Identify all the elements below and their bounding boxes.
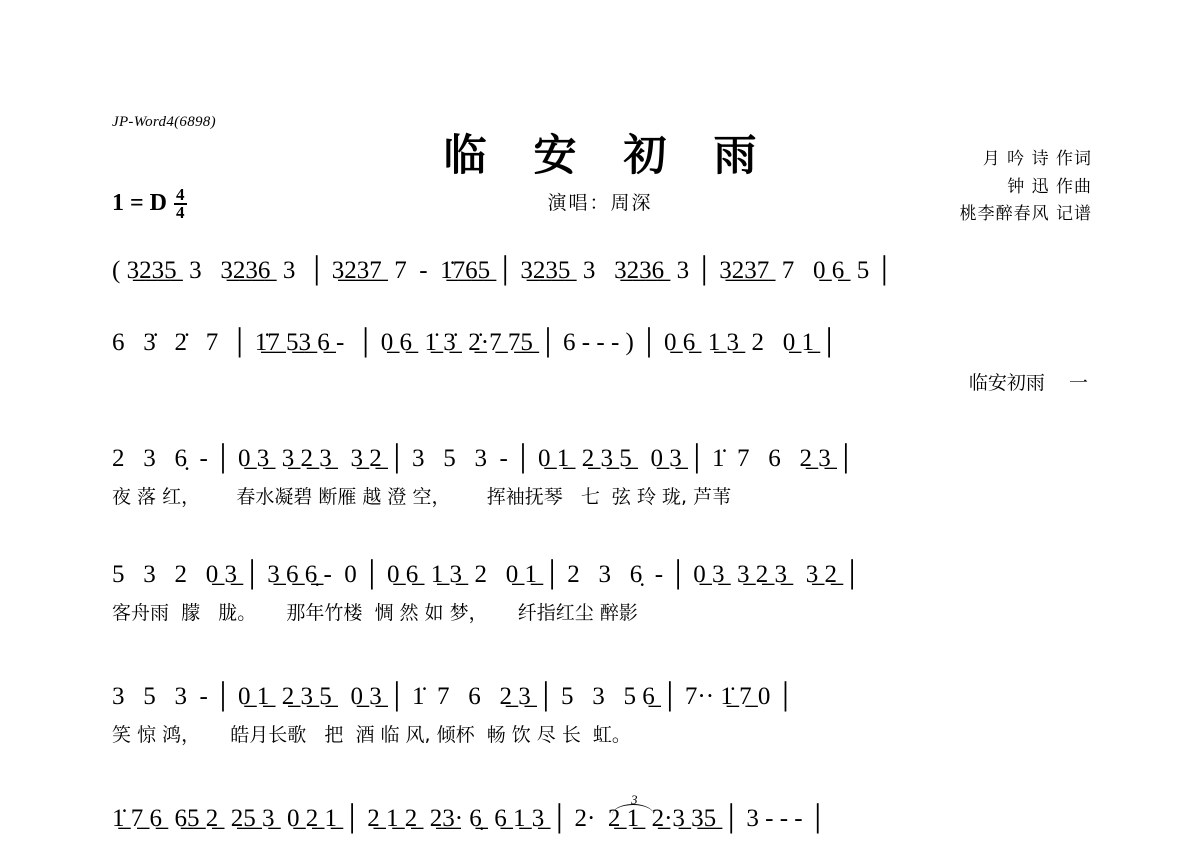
score-row (0, 446, 1200, 509)
notation-line: 5 3 2 0̲ 3̲ │ 3̲ 6̲ 6̣̲ - 0 │ 0̲ 6̲ 1̲ 3̲ 2 0̲ 1̲ │ 2 3 6̣ - │ 0̲ 3̲ 3̲ 2̲ 3̲ 3̲ 2̲ │ (112, 561, 861, 588)
time-signature-numerator: 4 (176, 185, 185, 204)
notation-line: 6 3̇ 2̇ 7 │ 1̲̇7̲ 5̲3̲ 6̲ - │ 0̲ 6̲ 1̲̇ 3̲̇ 2̲̇·7̲ 7̲5̲ │ 6 - - - ) │ 0̲ 6̲ 1̲ 3̲ 2 0̲ 1̲ │ (112, 329, 839, 356)
key-signature (112, 185, 187, 223)
lyrics-line: 夜 落 红， 春水凝碧 断雁 越 澄 空， 挥袖抚琴 七 弦 玲 珑, 芦苇 (112, 486, 732, 509)
notation-line: ( 3̲2̲3̲5̲ 3 3̲2̲3̲6̲ 3 │ 3̲2̲3̲7̲ 7 - 1̲̇7̲6̲5̲ │ 3̲2̲3̲5̲ 3 3̲2̲3̲6̲ 3 │ 3̲2̲3̲7̲ 7 0̲ 6̲ 5 │ (112, 257, 894, 284)
document-code: JP-Word4(6898) (112, 114, 216, 130)
time-signature-denominator: 4 (176, 203, 185, 223)
score-row (0, 562, 1200, 625)
key-signature-text: 1 = D (112, 189, 168, 216)
lyrics-line: 临安初雨 一 (968, 372, 1088, 395)
notation-line: 1̲̇ 7̲ 6̲ 6̲5̲ 2̲ 2̲5̲ 3̲ 0̲ 2̲ 1̲ │ 2̲ 1̲ 2̲ 2̲3̲· 6̣̲ 6̲ 1̲ 3̲ │ 2· 2̲ 1̲ 2̲·3̲ 3̲5̲ │ 3 - - - │ (112, 805, 827, 832)
time-signature (174, 187, 187, 221)
notation-line: 3 5 3 - │ 0̲ 1̲ 2̲ 3̲ 5̲ 0̲ 3̲ │ 1̇ 7 6 2̲ 3̲ │ 5 3 5 6̲ │ 7·· 1̲̇ 7̲ 0 │ (112, 683, 795, 710)
lyrics-line: 客舟雨 朦 胧。 那年竹楼 惆 然 如 梦， 纤指红尘 醉影 (112, 602, 638, 625)
credit-composer: 钟 迅 作曲 (1007, 176, 1092, 197)
notation-line: 2 3 6̣ - │ 0̲ 3̲ 3̲ 2̲ 3̲ 3̲ 2̲ │ 3 5 3 - │ 0̲ 1̲ 2̲ 3̲ 5̲ 0̲ 3̲ │ 1̇ 7 6 2̲ 3̲ │ (112, 445, 855, 472)
score-row (0, 684, 1200, 747)
score-row (0, 330, 1200, 395)
credit-lyricist: 月 吟 诗 作词 (982, 149, 1092, 169)
credit-transcriber: 桃李醉春风 记谱 (959, 204, 1092, 225)
credits-block (960, 146, 1092, 229)
singer-label: 演唱：周深 (547, 192, 653, 214)
score-row (0, 806, 1200, 832)
score-row (0, 258, 1200, 284)
page-title: 临 安 初 雨 (443, 131, 773, 181)
triplet-number: 3 (631, 792, 638, 807)
lyrics-line: 笑 惊 鸿， 皓月长歌 把 酒 临 风, 倾杯 畅 饮 尽 长 虹。 (112, 724, 631, 747)
